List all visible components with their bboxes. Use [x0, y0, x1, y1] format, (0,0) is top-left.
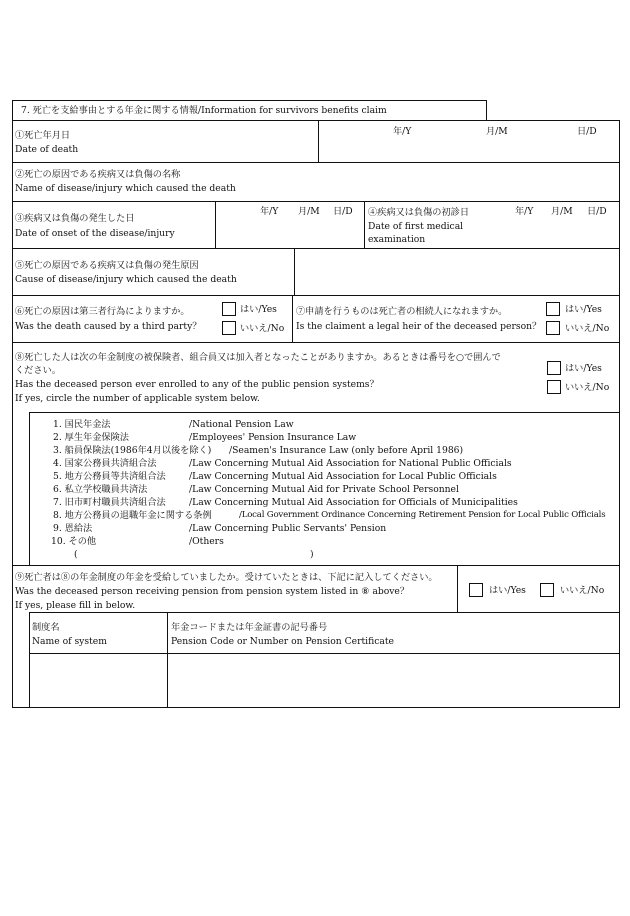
- system-1-en: /National Pension Law: [189, 419, 294, 430]
- system-1-ja[interactable]: 1. 国民年金法: [53, 419, 111, 430]
- system-8-ja[interactable]: 8. 地方公務員の退職年金に関する条例: [53, 510, 212, 521]
- q1-day: 日/D: [577, 126, 597, 137]
- q1-label-en: Date of death: [15, 144, 79, 155]
- system-7-ja[interactable]: 7. 旧市町村職員共済組合法: [53, 497, 166, 508]
- cause-field[interactable]: [295, 249, 619, 294]
- q3-year: 年/Y: [260, 206, 279, 217]
- system-10-ja[interactable]: 10. その他: [51, 536, 97, 547]
- q1-label-ja: ①死亡年月日: [15, 130, 71, 141]
- q4-label-ja: ④疾病又は負傷の初診日: [368, 207, 470, 218]
- q4-label-en1: Date of first medical: [368, 221, 464, 232]
- q8-yes-checkbox[interactable]: [547, 361, 561, 375]
- q6-label-ja: ⑥死亡の原因は第三者行為によりますか。: [15, 306, 190, 317]
- table-col2-en: Pension Code or Number on Pension Certificate: [171, 636, 394, 647]
- q7-yes-checkbox[interactable]: [546, 302, 560, 316]
- q9-no-checkbox[interactable]: [540, 583, 554, 597]
- q6-yes-checkbox[interactable]: [222, 302, 236, 316]
- system-2-en: /Employees' Pension Insurance Law: [189, 432, 357, 443]
- q3-label-en: Date of onset of the disease/injury: [15, 228, 175, 239]
- q8-label-en2: If yes, circle the number of applicable system below.: [15, 393, 260, 404]
- q8-label-ja2: ください。: [15, 365, 61, 376]
- q2-label-ja: ②死亡の原因である疾病又は負傷の名称: [15, 169, 181, 180]
- q1-year: 年/Y: [393, 126, 412, 137]
- system-3-ja[interactable]: 3. 船員保険法(1986年4月以後を除く): [53, 445, 212, 456]
- q9-yes-checkbox[interactable]: [469, 583, 483, 597]
- table-col1-en: Name of system: [32, 636, 107, 647]
- system-4-ja[interactable]: 4. 国家公務員共済組合法: [53, 458, 157, 469]
- section-title: 7. 死亡を支給事由とする年金に関する情報/Information for survivors benefits claim: [21, 105, 387, 116]
- system-5-en: /Law Concerning Mutual Aid Association for Local Public Officials: [189, 471, 497, 482]
- others-close-paren: ): [310, 549, 314, 560]
- q9-label-en1: Was the deceased person receiving pension from pension system listed in ⑧ above？: [15, 586, 410, 597]
- system-9-ja[interactable]: 9. 恩給法: [53, 523, 93, 534]
- q3-label-ja: ③疾病又は負傷の発生した日: [15, 213, 135, 224]
- q8-yes-label: はい/Yes: [565, 363, 602, 374]
- table-col1-ja: 制度名: [32, 622, 60, 633]
- others-input[interactable]: [82, 548, 307, 561]
- q7-label-ja: ⑦申請を行うものは死亡者の相続人になれますか。: [296, 306, 508, 317]
- system-8-en: /Local Government Ordinance Concerning Retirement Pension for Local Public Officials: [239, 510, 606, 520]
- q9-yes-label: はい/Yes: [489, 585, 526, 596]
- q6-no-checkbox[interactable]: [222, 321, 236, 335]
- system-name-input[interactable]: [30, 654, 166, 707]
- date-of-death-field[interactable]: [319, 121, 619, 161]
- q8-label-en1: Has the deceased person ever enrolled to any of the public pension systems？: [15, 379, 379, 390]
- q6-label-en: Was the death caused by a third party？: [15, 321, 202, 332]
- others-open-paren: (: [74, 549, 78, 560]
- q5-label-en: Cause of disease/injury which caused the death: [15, 274, 237, 285]
- system-9-en: /Law Concerning Public Servants' Pension: [189, 523, 387, 534]
- pension-code-input[interactable]: [168, 654, 619, 707]
- system-2-ja[interactable]: 2. 厚生年金保険法: [53, 432, 129, 443]
- q9-label-ja: ⑨死亡者は⑧の年金制度の年金を受給していましたか。受けていたときは、下記に記入してください。: [15, 572, 438, 583]
- system-6-ja[interactable]: 6. 私立学校職員共済法: [53, 484, 148, 495]
- system-10-en: /Others: [189, 536, 224, 547]
- q7-label-en: Is the claiment a legal heir of the deceased person？: [296, 321, 542, 332]
- q6-yes-label: はい/Yes: [240, 304, 277, 315]
- q4-year: 年/Y: [515, 206, 534, 217]
- system-3-en: /Seamen's Insurance Law (only before April 1986): [229, 445, 464, 456]
- system-4-en: /Law Concerning Mutual Aid Association for National Public Officials: [189, 458, 512, 469]
- q2-label-en: Name of disease/injury which caused the death: [15, 183, 236, 194]
- q8-label-ja1: ⑧死亡した人は次の年金制度の被保険者、組合員又は加入者となったことがありますか。あるときは番号を○で囲んで: [15, 352, 501, 363]
- q7-no-label: いいえ/No: [565, 323, 610, 334]
- q9-label-en2: If yes, please fill in below.: [15, 600, 136, 611]
- q4-month: 月/M: [551, 206, 573, 217]
- q6-no-label: いいえ/No: [240, 323, 285, 334]
- q7-yes-label: はい/Yes: [565, 304, 602, 315]
- table-col2-ja: 年金コードまたは年金証書の記号番号: [171, 622, 328, 633]
- q8-no-checkbox[interactable]: [547, 380, 561, 394]
- q4-label-en2: examination: [368, 234, 426, 245]
- system-5-ja[interactable]: 5. 地方公務員等共済組合法: [53, 471, 166, 482]
- q5-label-ja: ⑤死亡の原因である疾病又は負傷の発生原因: [15, 260, 199, 271]
- q7-no-checkbox[interactable]: [546, 321, 560, 335]
- system-7-en: /Law Concerning Mutual Aid Association for Officials of Municipalities: [189, 497, 518, 508]
- q3-day: 日/D: [333, 206, 353, 217]
- q3-month: 月/M: [298, 206, 320, 217]
- system-6-en: /Law Concerning Mutual Aid for Private School Personnel: [189, 484, 459, 495]
- q1-month: 月/M: [486, 126, 508, 137]
- q9-no-label: いいえ/No: [560, 585, 605, 596]
- q4-day: 日/D: [587, 206, 607, 217]
- q8-no-label: いいえ/No: [565, 382, 610, 393]
